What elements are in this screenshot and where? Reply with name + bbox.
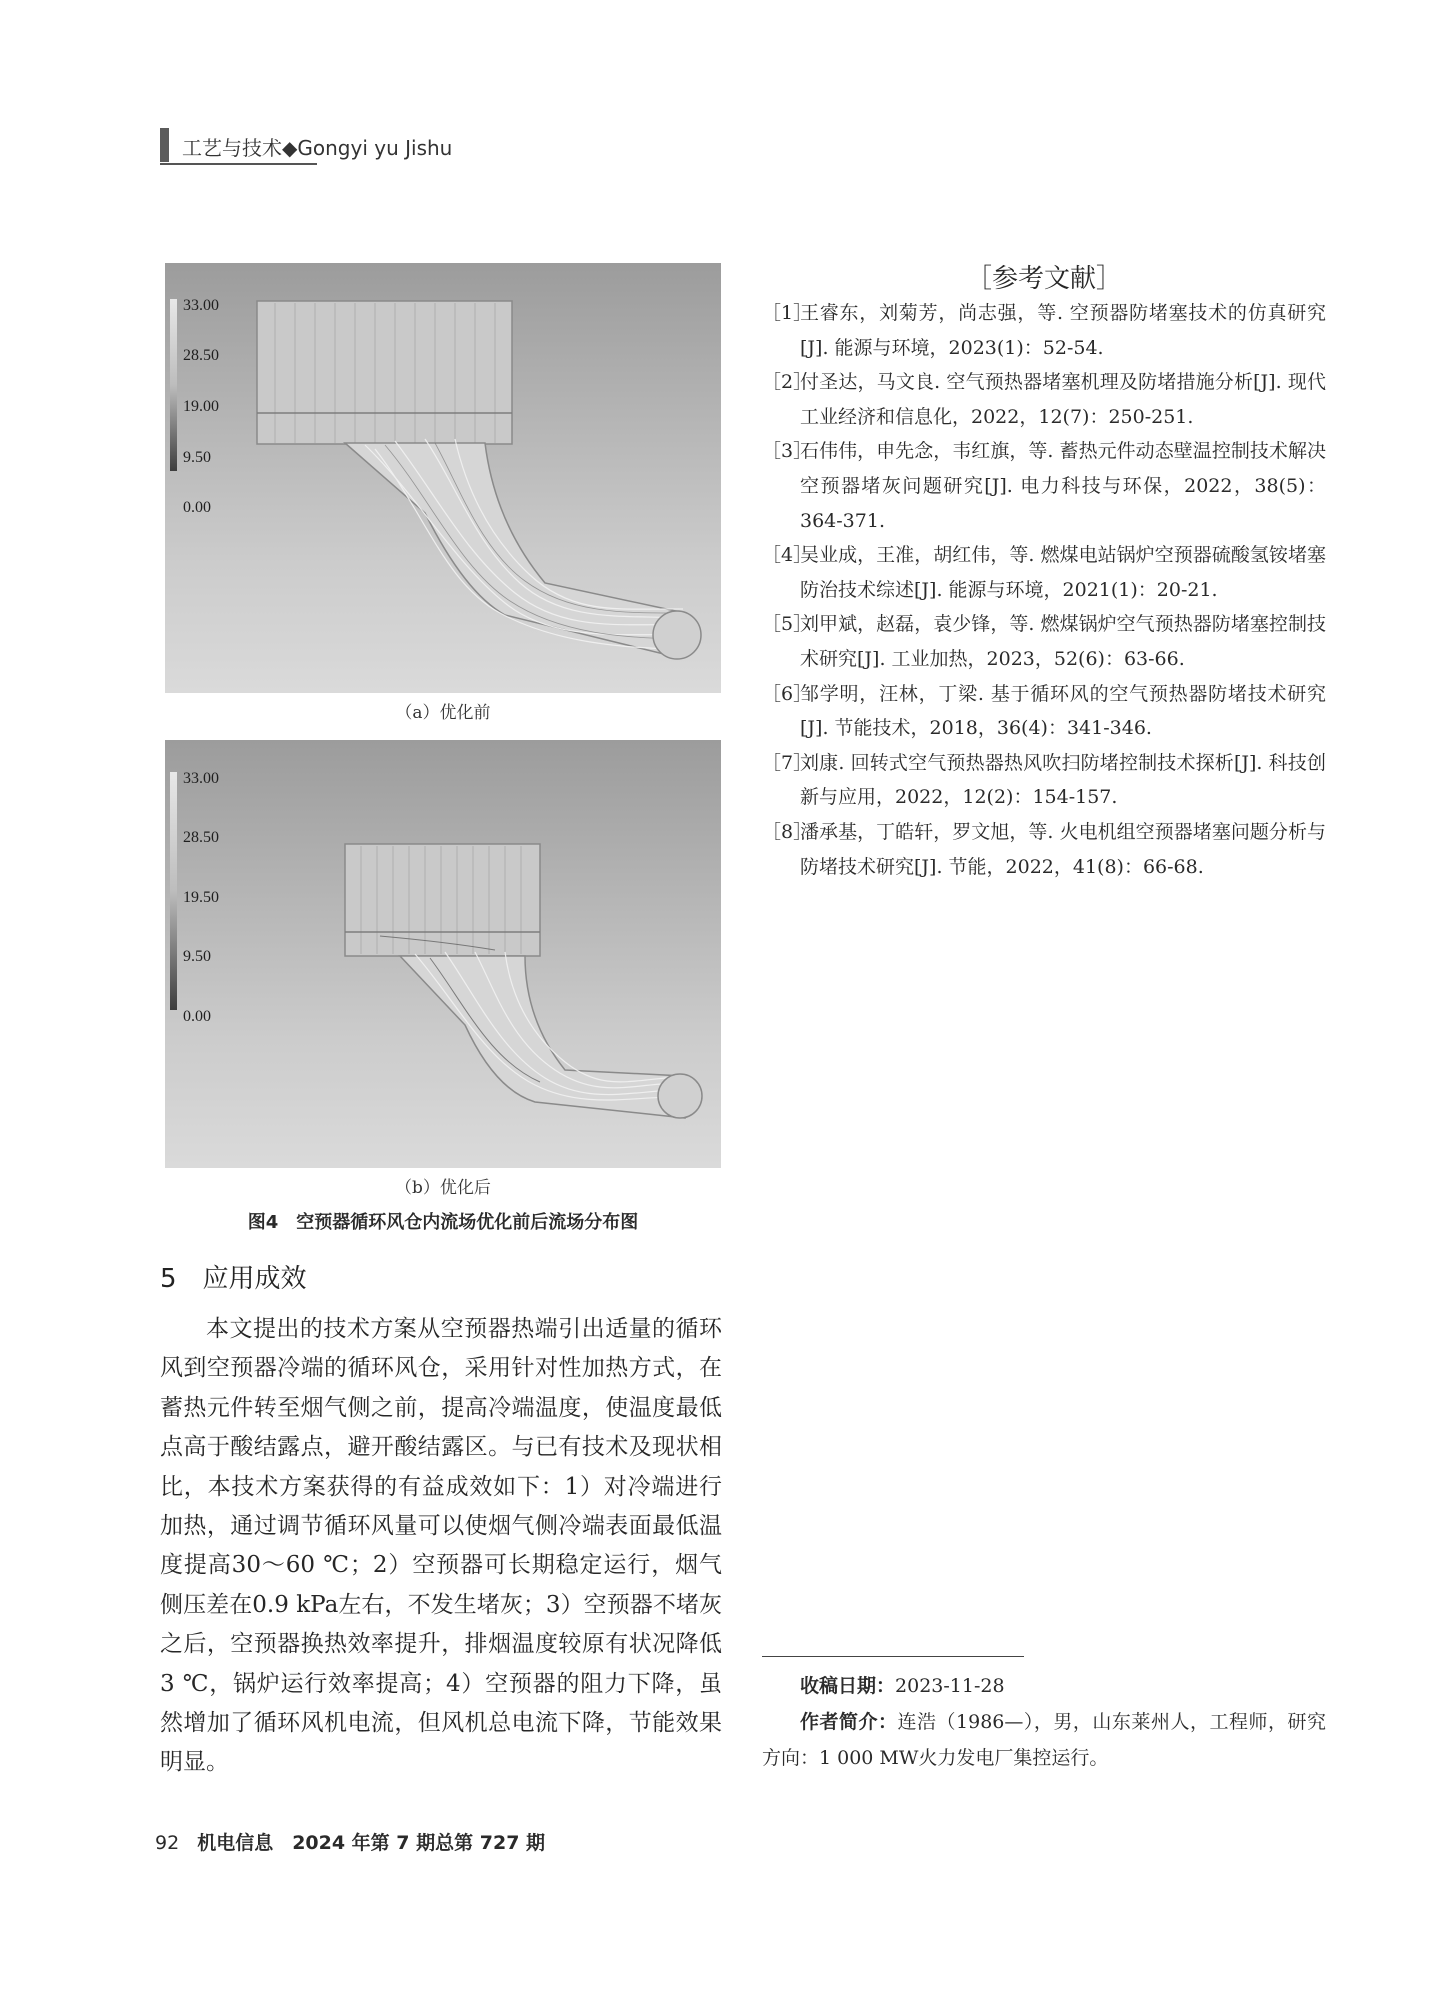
reference-item [762,434,1326,538]
colorbar [170,772,177,1010]
author-label: 作者简介： [800,1711,898,1733]
flow-field-image-b [165,740,721,1168]
reference-list [762,296,1326,884]
colorbar [170,299,177,471]
duct-box [345,844,540,956]
section-number: 5 [160,1264,177,1294]
figure-panel-b [165,740,721,1168]
reference-number: ［6］ [762,682,813,705]
journal-issue: 机电信息 2024 年第 7 期总第 727 期 [197,1832,546,1854]
reference-number: ［1］ [762,302,813,324]
figure-panel-a [165,263,721,693]
footnote [762,1668,1326,1776]
header-rule [160,163,317,165]
reference-text: 潘承基，丁皓轩，罗文旭，等. 火电机组空预器堵塞问题分析与防堵技术研究[J]. 节能，2022，41(8)：66-68. [800,820,1326,878]
reference-item [762,365,1326,434]
figure-title: 图4 空预器循环风仓内流场优化前后流场分布图 [247,1212,639,1233]
diamond-icon: ◆ [282,136,298,160]
colorbar-tick: 9.50 [183,449,211,466]
section-heading [160,1258,307,1295]
reference-item [762,746,1326,815]
colorbar-tick: 0.00 [183,499,211,516]
header-section-en: Gongyi yu Jishu [297,136,453,160]
reference-text: 刘甲斌，赵磊，袁少锋，等. 燃煤锅炉空气预热器防堵塞控制技术研究[J]. 工业加热，2023，52(6)：63-66. [800,613,1326,670]
reference-text: 王睿东，刘菊芳，尚志强，等. 空预器防堵塞技术的仿真研究[J]. 能源与环境，2023(1)：52-54. [800,302,1326,359]
flow-field-image-a [165,263,721,693]
author-bio [762,1704,1326,1776]
received-value: 2023-11-28 [895,1675,1005,1697]
received-date [762,1668,1326,1704]
reference-item [762,538,1326,607]
reference-item [762,677,1326,746]
colorbar-tick: 19.50 [183,889,219,906]
colorbar-tick: 9.50 [183,948,211,965]
footnote-rule [762,1656,1024,1657]
reference-number: ［8］ [762,820,813,843]
page-number: 92 [155,1832,180,1854]
references-title: ［参考文献］ [965,264,1122,294]
section-title: 应用成效 [202,1264,307,1294]
reference-text: 邹学明，汪林，丁梁. 基于循环风的空气预热器防堵技术研究[J]. 节能技术，2018，36(4)：341-346. [800,682,1326,740]
reference-number: ［3］ [762,440,813,463]
reference-number: ［2］ [762,371,813,394]
outlet-pipe [400,956,685,1118]
reference-item [762,296,1326,365]
reference-number: ［5］ [762,613,813,636]
colorbar-tick: 33.00 [183,297,219,314]
colorbar-tick: 28.50 [183,347,219,364]
pipe-outlet-end [653,611,701,659]
page-footer [155,1828,545,1855]
header-section-cn: 工艺与技术 [182,136,282,160]
reference-text: 石伟伟，申先念，韦红旗，等. 蓄热元件动态壁温控制技术解决空预器堵灰问题研究[J]. 电力科技与环保，2022，38(5)：364-371. [800,440,1326,532]
pipe-outlet-end [658,1074,702,1118]
reference-number: ［4］ [762,544,813,567]
colorbar-tick: 28.50 [183,829,219,846]
author-value: 连浩（1986—），男，山东莱州人，工程师，研究方向：1 000 MW火力发电厂集控运行。 [762,1711,1326,1769]
header-bar [160,128,169,162]
caption-panel-b: （b）优化后 [395,1178,491,1198]
colorbar-tick: 33.00 [183,770,219,787]
outlet-pipe [345,443,685,658]
received-label: 收稿日期： [800,1675,896,1697]
reference-text: 刘康. 回转式空气预热器热风吹扫防堵控制技术探析[J]. 科技创新与应用，2022，12(2)：154-157. [800,751,1326,809]
reference-item [762,815,1326,884]
colorbar-tick: 0.00 [183,1008,211,1025]
section-body: 本文提出的技术方案从空预器热端引出适量的循环风到空预器冷端的循环风仓，采用针对性加热方式，在蓄热元件转至烟气侧之前，提高冷端温度，使温度最低点高于酸结露点，避开酸结露区。与已有技术及现状相比，本技术方案获得的有益成效如下：1）对冷端进行加热，通过调节循环风量可以使烟气侧冷端表面最低温度提高30～60 ℃；2）空预器可长期稳定运行，烟气侧压差在0.9 kPa左右，不发生堵灰；3）空预器不堵灰之后，空预器换热效率提升，排烟温度较原有状况降低3 ℃，锅炉运行效率提高；4）空预器的阻力下降，虽然增加了循环风机电流，但风机总电流下降，节能效果明显。 [160,1316,722,1776]
reference-number: ［7］ [762,751,813,774]
caption-panel-a: （a）优化前 [395,703,491,723]
colorbar-tick: 19.00 [183,398,219,415]
reference-item [762,607,1326,676]
reference-text: 吴业成，王准，胡红伟，等. 燃煤电站锅炉空预器硫酸氢铵堵塞防治技术综述[J]. 能源与环境，2021(1)：20-21. [800,544,1326,601]
reference-text: 付圣达，马文良. 空气预热器堵塞机理及防堵措施分析[J]. 现代工业经济和信息化，2022，12(7)：250-251. [800,371,1326,428]
